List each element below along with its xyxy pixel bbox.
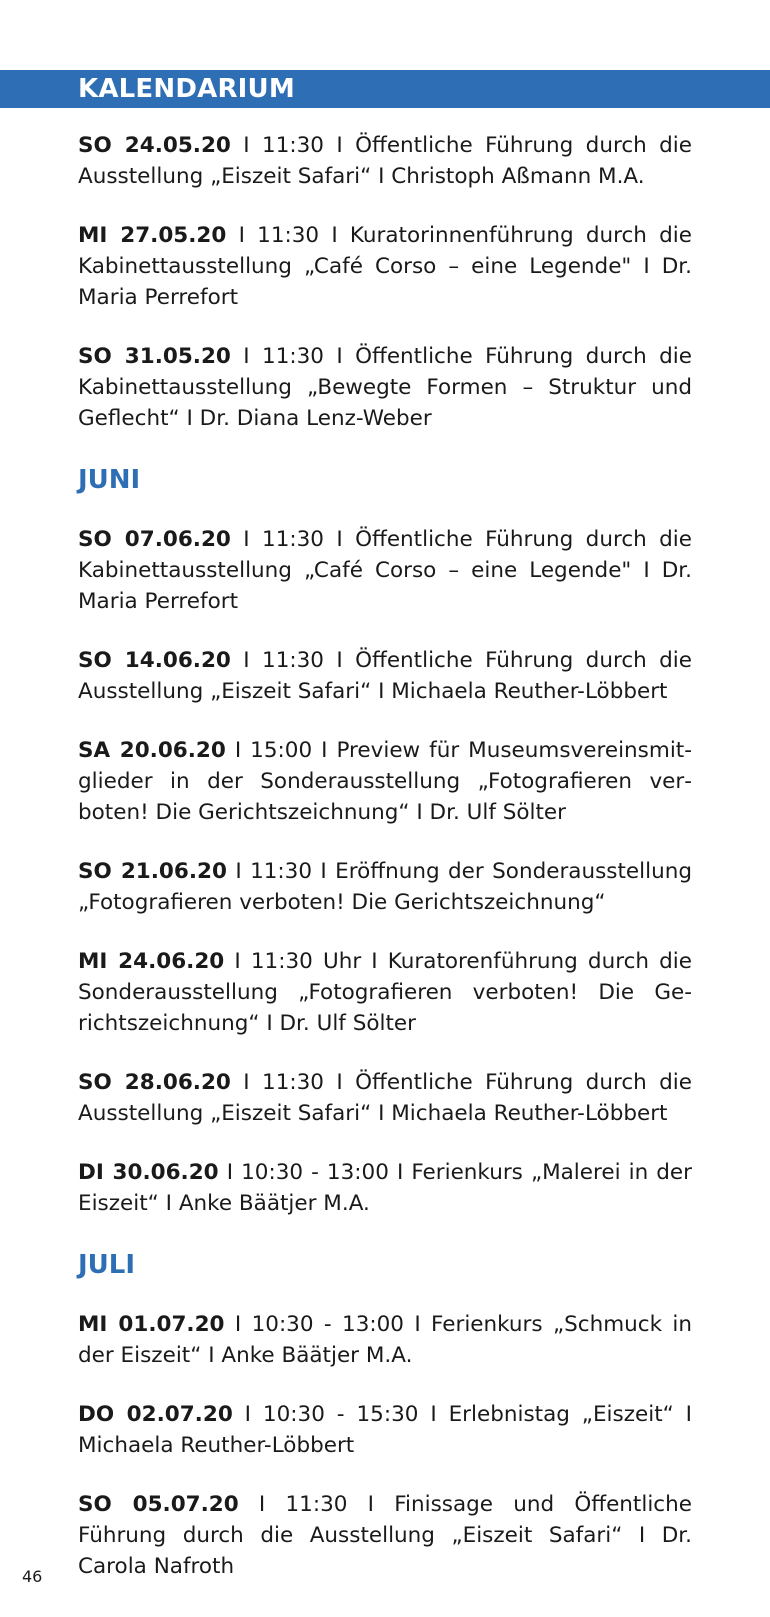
entry-text: I 11:30 I Finissage und Öffentliche Führung durch die Ausstellung „Eiszeit Safari“ I Dr. Carola Nafroth — [78, 1492, 692, 1579]
entry-date: SO 24.05.20 — [78, 133, 231, 158]
entry-date: SA 20.06.20 — [78, 738, 226, 763]
entry-text: I 11:30 I Öffentliche Führung durch die Kabinettausstellung „Bewegte Formen – Struktur und Geflecht“ I Dr. Diana Lenz-Weber — [78, 344, 693, 431]
calendar-entry — [78, 1067, 692, 1129]
entry-date: MI 27.05.20 — [78, 223, 227, 248]
entry-date: MI 01.07.20 — [78, 1312, 225, 1337]
calendar-entry — [78, 220, 692, 313]
entry-text: I 10:30 - 13:00 I Ferienkurs „Schmuck in der Eiszeit“ I Anke Bäätjer M.A. — [78, 1312, 693, 1368]
calendar-entry — [78, 1157, 692, 1219]
entry-text: I 10:30 - 15:30 I Erlebnistag „Eiszeit“ I Michaela Reuther-Löbbert — [78, 1402, 693, 1458]
calendar-entry — [78, 946, 692, 1039]
calendar-entry — [78, 524, 692, 617]
calendar-entry — [78, 1399, 692, 1461]
entry-date: SO 05.07.20 — [78, 1492, 239, 1517]
calendar-entry — [78, 1489, 692, 1582]
entry-text: I 11:30 I Kuratorinnenführung durch die Kabinettausstellung „Café Corso – eine Legende" I Dr. Maria Perrefort — [78, 223, 692, 310]
entry-text: I 11:30 I Öffentliche Führung durch die Kabinettausstellung „Café Corso – eine Legende" I Dr. Maria Perrefort — [78, 527, 693, 614]
entry-date: DO 02.07.20 — [78, 1402, 233, 1427]
month-heading-juli: JULI — [78, 1250, 136, 1280]
entry-date: SO 14.06.20 — [78, 648, 231, 673]
entry-date: DI 30.06.20 — [78, 1160, 219, 1185]
calendar-entry — [78, 645, 692, 707]
entry-text: I 11:30 Uhr I Kuratorenführung durch die Sonderausstellung „Fotografieren verboten! Die Gerichtszeichnung“ I Dr. Ulf Sölter — [78, 949, 693, 1036]
entry-text: I 11:30 I Öffentliche Führung durch die Ausstellung „Eiszeit Safari“ I Michaela Reuther-Löbbert — [78, 1070, 693, 1126]
calendar-entry — [78, 735, 692, 828]
entry-date: MI 24.06.20 — [78, 949, 225, 974]
entry-text: I 11:30 I Öffentliche Führung durch die Ausstellung „Eiszeit Safari“ I Christoph Aßmann M.A. — [78, 133, 693, 189]
page-title: KALENDARIUM — [78, 74, 295, 104]
month-heading-juni: JUNI — [78, 465, 141, 495]
calendar-content — [78, 130, 692, 1610]
entry-date: SO 07.06.20 — [78, 527, 231, 552]
page-number: 46 — [22, 1567, 43, 1586]
entry-date: SO 28.06.20 — [78, 1070, 231, 1095]
entry-text: I 11:30 I Eröffnung der Sonderausstellung „Fotografieren verboten! Die Gerichtszeichnung“ — [78, 859, 692, 915]
entry-date: SO 21.06.20 — [78, 859, 227, 884]
calendar-entry — [78, 341, 692, 434]
entry-date: SO 31.05.20 — [78, 344, 231, 369]
entry-text: I 10:30 - 13:00 I Ferienkurs „Malerei in der Eiszeit“ I Anke Bäätjer M.A. — [78, 1160, 692, 1216]
calendar-entry — [78, 130, 692, 192]
entry-text: I 11:30 I Öffentliche Führung durch die Ausstellung „Eiszeit Safari“ I Michaela Reuther-Löbbert — [78, 648, 693, 704]
calendar-entry — [78, 1309, 692, 1371]
entry-text: I 15:00 I Preview für Museumsvereinsmitglieder in der Sonderausstellung „Fotografieren verboten! Die Gerichtszeichnung“ I Dr. Ulf Sölter — [78, 738, 692, 825]
calendar-entry — [78, 856, 692, 918]
